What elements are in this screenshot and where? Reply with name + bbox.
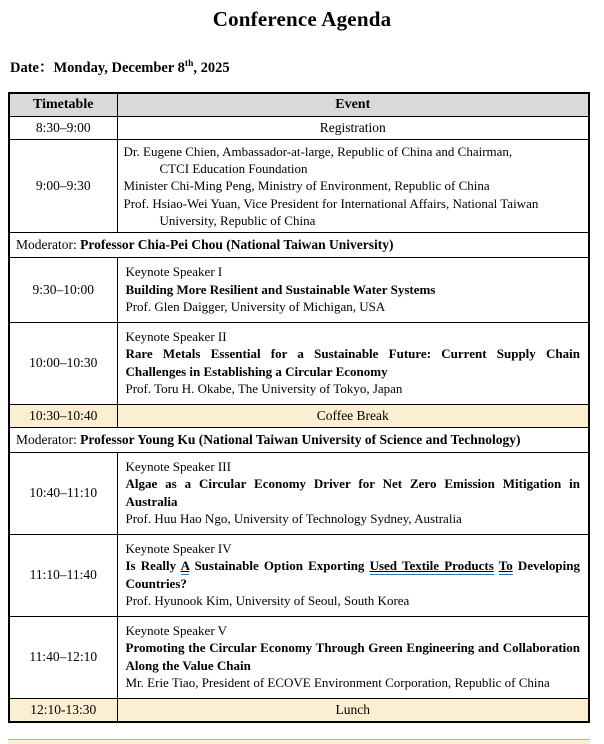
table-row bbox=[9, 322, 589, 404]
table-row bbox=[9, 534, 589, 616]
underlined-text: Used Textile Products bbox=[369, 558, 494, 574]
presenter-line: Prof. Huu Hao Ngo, University of Technology Sydney, Australia bbox=[125, 511, 462, 527]
event-line: Minister Chi-Ming Peng, Ministry of Environment, Republic of China bbox=[123, 178, 490, 194]
time-cell: 9:30–10:00 bbox=[9, 258, 117, 323]
event-cell bbox=[117, 534, 589, 616]
keynote-label: Keynote Speaker II bbox=[125, 328, 227, 344]
table-row bbox=[9, 117, 589, 140]
title-text bbox=[494, 558, 499, 573]
moderator-prefix: Moderator: bbox=[16, 431, 81, 447]
title-text: Sustainable Option Exporting bbox=[189, 558, 370, 574]
table-row bbox=[9, 616, 589, 698]
date-year: , 2025 bbox=[193, 60, 230, 76]
presenter-line: Prof. Toru H. Okabe, The University of Tokyo, Japan bbox=[125, 381, 403, 397]
header-timetable: Timetable bbox=[9, 93, 117, 117]
table-row bbox=[9, 140, 589, 233]
event-line: CTCI Education Foundation bbox=[159, 161, 308, 177]
next-row-cutoff bbox=[8, 739, 590, 744]
date-colon: ： bbox=[39, 60, 54, 76]
table-row bbox=[9, 404, 589, 427]
date-ordinal-suffix: th bbox=[184, 59, 194, 70]
event-line: Dr. Eugene Chien, Ambassador-at-large, Republic of China and Chairman, bbox=[123, 144, 513, 159]
presenter-line: Mr. Erie Tiao, President of ECOVE Environment Corporation, Republic of China bbox=[125, 675, 550, 691]
keynote-title bbox=[126, 475, 581, 510]
time-cell: 8:30–9:00 bbox=[9, 117, 117, 140]
time-cell: 10:40–11:10 bbox=[9, 452, 117, 534]
time-cell: 12:10-13:30 bbox=[9, 698, 117, 722]
table-row bbox=[9, 698, 589, 722]
event-line: University, Republic of China bbox=[159, 212, 316, 228]
event-cell: Registration bbox=[117, 117, 589, 140]
time-cell: 10:30–10:40 bbox=[9, 404, 117, 427]
presenter-line: Prof. Hyunook Kim, University of Seoul, South Korea bbox=[125, 593, 410, 609]
table-row bbox=[9, 452, 589, 534]
title-text: Algae as a Circular Economy Driver for Net Zero Emission Mitigation in Australia bbox=[125, 476, 580, 509]
keynote-title bbox=[126, 345, 581, 380]
table-row bbox=[9, 427, 589, 452]
event-cell bbox=[117, 322, 589, 404]
date-line bbox=[10, 56, 604, 77]
time-cell: 11:10–11:40 bbox=[9, 534, 117, 616]
page-title: Conference Agenda bbox=[212, 7, 392, 31]
moderator-cell bbox=[9, 233, 589, 258]
time-cell: 11:40–12:10 bbox=[9, 616, 117, 698]
event-line: Prof. Hsiao-Wei Yuan, Vice President for International Affairs, National Taiwan bbox=[123, 195, 539, 211]
table-row bbox=[9, 258, 589, 323]
moderator-name: Professor Young Ku (National Taiwan University of Science and Technology) bbox=[80, 431, 521, 447]
date-value: Monday, December 8 bbox=[53, 60, 185, 76]
time-cell: 10:00–10:30 bbox=[9, 322, 117, 404]
keynote-title bbox=[126, 557, 581, 592]
keynote-title bbox=[126, 281, 581, 299]
keynote-label: Keynote Speaker V bbox=[125, 622, 228, 638]
event-cell bbox=[117, 140, 589, 233]
keynote-label: Keynote Speaker IV bbox=[125, 540, 232, 556]
moderator-cell bbox=[9, 427, 589, 452]
table-row bbox=[9, 233, 589, 258]
header-row bbox=[9, 93, 589, 117]
keynote-title bbox=[126, 639, 581, 674]
event-cell: Lunch bbox=[117, 698, 589, 722]
underlined-text: A bbox=[180, 558, 190, 574]
keynote-label: Keynote Speaker III bbox=[125, 458, 231, 474]
event-cell bbox=[117, 258, 589, 323]
document-page bbox=[0, 7, 604, 744]
presenter-line: Prof. Glen Daigger, University of Michigan, USA bbox=[125, 299, 386, 315]
moderator-name: Professor Chia-Pei Chou (National Taiwan University) bbox=[80, 237, 394, 253]
title-text: Is Really bbox=[125, 558, 181, 574]
moderator-prefix: Moderator: bbox=[16, 237, 81, 253]
title-text: Developing Countries? bbox=[125, 558, 580, 591]
event-cell bbox=[117, 616, 589, 698]
title-text: Promoting the Circular Economy Through Green Engineering and Collaboration Along the Value Chain bbox=[125, 640, 580, 673]
underlined-text: To bbox=[498, 558, 513, 574]
keynote-label: Keynote Speaker I bbox=[125, 264, 223, 280]
agenda-table bbox=[8, 92, 590, 723]
event-cell bbox=[117, 452, 589, 534]
time-cell: 9:00–9:30 bbox=[9, 140, 117, 233]
title-text: Rare Metals Essential for a Sustainable Future: Current Supply Chain Challenges in Establishing a Circular Economy bbox=[125, 346, 580, 379]
event-cell: Coffee Break bbox=[117, 404, 589, 427]
title-text: Building More Resilient and Sustainable Water Systems bbox=[125, 281, 436, 297]
header-event: Event bbox=[117, 93, 589, 117]
date-label: Date bbox=[10, 60, 39, 76]
